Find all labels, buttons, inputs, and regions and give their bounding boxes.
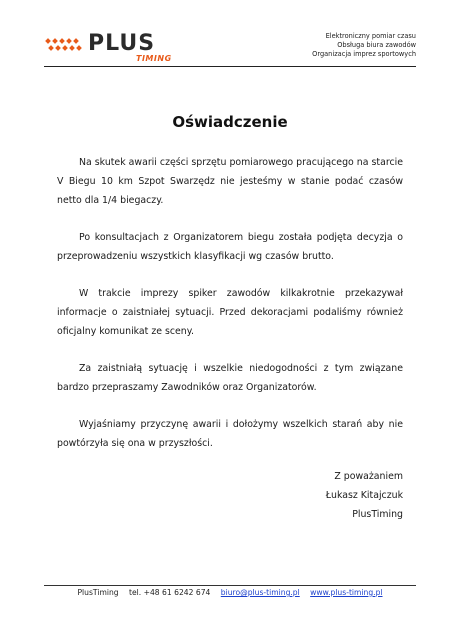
signature-name: Łukasz Kitajczuk <box>325 490 403 501</box>
body-paragraph: Na skutek awarii części sprzętu pomiarowego pracującego na starcie V Biegu 10 km Szpot Swarzędz nie jesteśmy w stanie podać czasów netto dla 1/4 biegaczy. <box>57 157 403 206</box>
document-title: Oświadczenie <box>172 113 288 131</box>
logo-brand-text: PLUS <box>88 31 156 56</box>
body-paragraph: Wyjaśniamy przyczynę awarii i dołożymy wszelkich starań aby nie powtórzyła się ona w przyszłości. <box>57 419 403 449</box>
header-info-line: Organizacja imprez sportowych <box>312 50 416 58</box>
body-paragraph: Za zaistniałą sytuację i wszelkie niedogodności z tym związane bardzo przepraszamy Zawodników oraz Organizatorów. <box>57 363 403 393</box>
logo-sub-text: TIMING <box>136 54 172 63</box>
signature-closing: Z poważaniem <box>334 471 403 482</box>
footer-phone: tel. +48 61 6242 674 <box>129 588 211 597</box>
signature-block <box>326 467 403 524</box>
signature-company: PlusTiming <box>352 509 403 520</box>
footer-divider <box>44 585 416 586</box>
plus-timing-logo <box>44 31 194 64</box>
document-body <box>57 153 403 471</box>
logo-dots-icon <box>44 36 88 54</box>
body-paragraph: W trakcie imprezy spiker zawodów kilkakrotnie przekazywał informacje o zaistniałej sytuacji. Przed dekoracjami podaliśmy również oficjalny komunikat ze sceny. <box>57 288 403 337</box>
header-info-line: Obsługa biura zawodów <box>337 41 416 49</box>
header-info-line: Elektroniczny pomiar czasu <box>325 32 416 40</box>
footer-company: PlusTiming <box>77 588 119 597</box>
footer <box>44 588 416 597</box>
footer-email-link[interactable]: biuro@plus-timing.pl <box>220 588 300 597</box>
header-info <box>196 32 416 59</box>
header-divider <box>44 66 416 67</box>
body-paragraph: Po konsultacjach z Organizatorem biegu została podjęta decyzja o przeprowadzeniu wszystkich klasyfikacji wg czasów brutto. <box>57 232 403 262</box>
footer-website-link[interactable]: www.plus-timing.pl <box>310 588 383 597</box>
